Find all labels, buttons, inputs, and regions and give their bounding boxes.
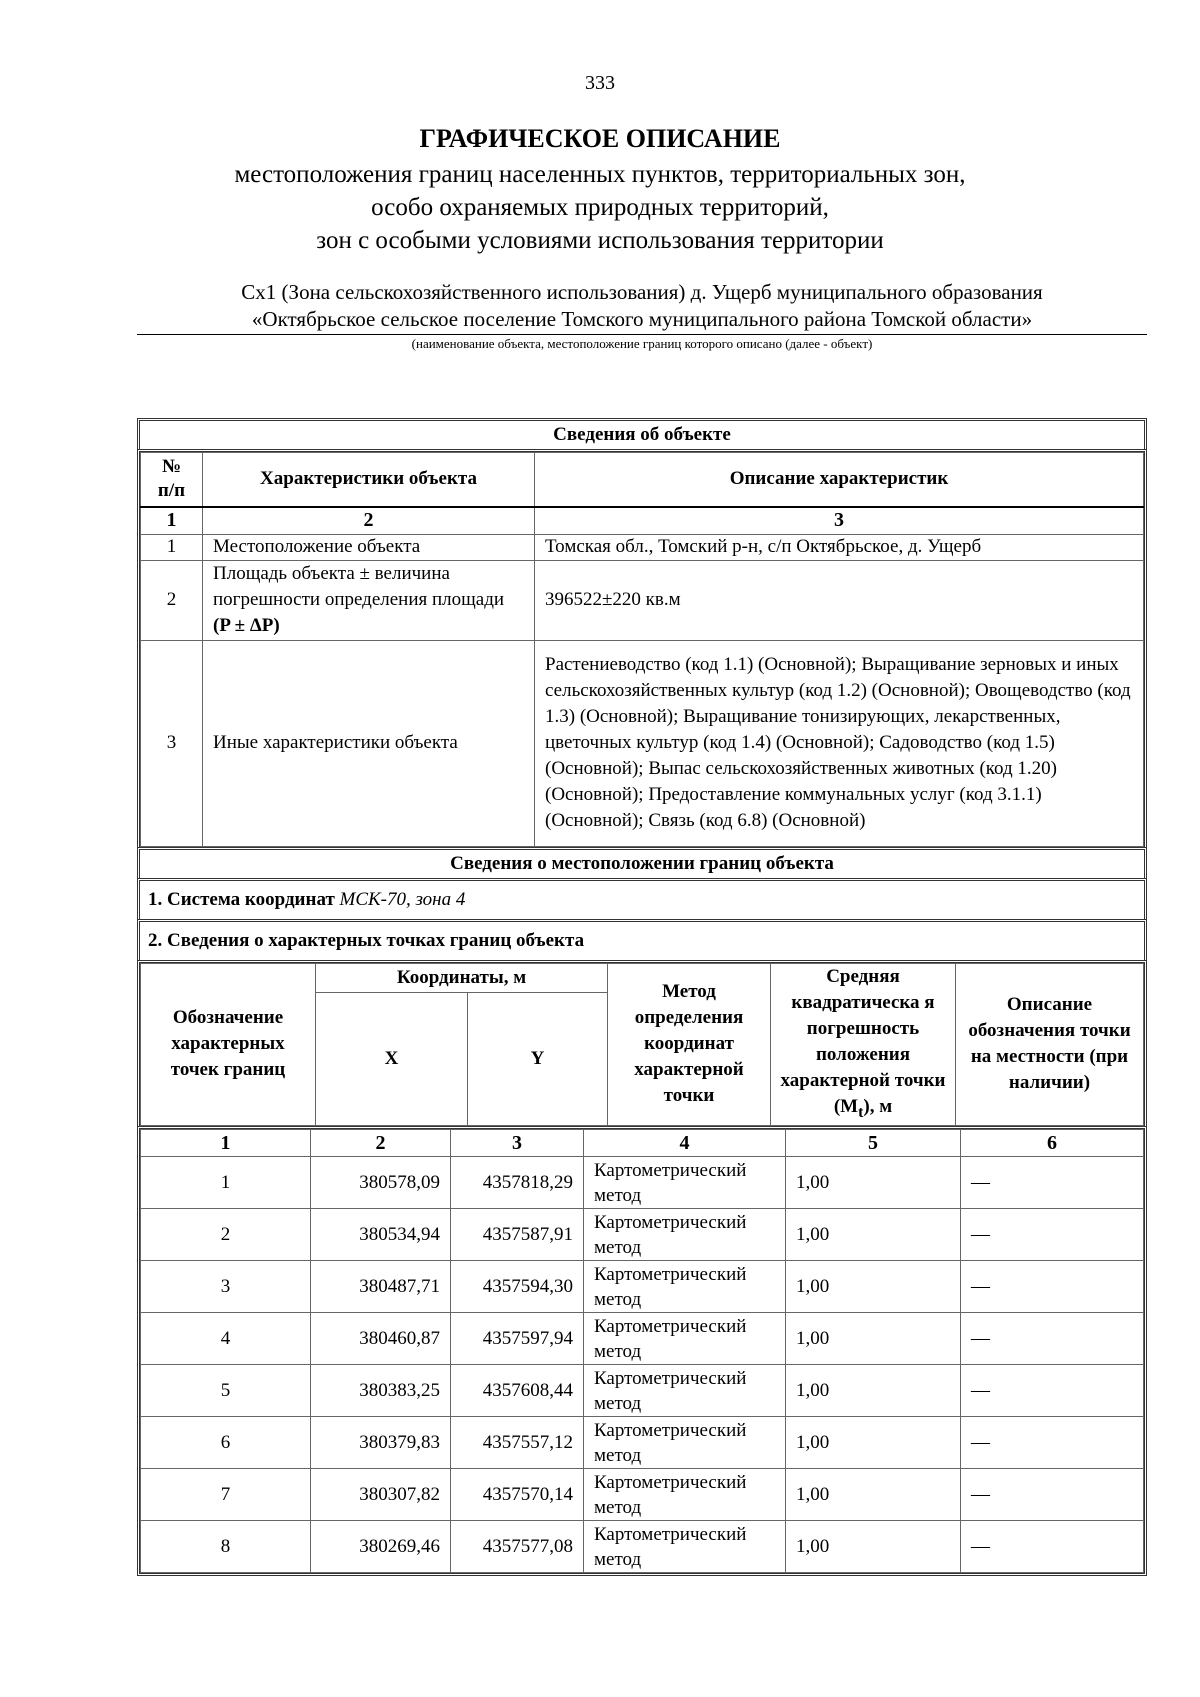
point-description: — [961, 1261, 1144, 1313]
points-header-table [140, 963, 1144, 1127]
document-subtitle [0, 158, 1200, 257]
point-description: — [961, 1209, 1144, 1261]
row-number: 3 [141, 640, 203, 846]
col-header-description: Описание характеристик [535, 453, 1144, 507]
point-description: — [961, 1365, 1144, 1417]
table-row [141, 1521, 1144, 1573]
col-number: 4 [584, 1130, 786, 1157]
point-accuracy: 1,00 [786, 1521, 961, 1573]
table-row [141, 560, 1144, 640]
col-number: 5 [786, 1130, 961, 1157]
table-row [141, 534, 1144, 560]
col-header-accuracy [771, 963, 956, 1126]
points-table [140, 1129, 1144, 1573]
point-y: 4357587,91 [451, 1209, 584, 1261]
row-value: Растениеводство (код 1.1) (Основной); Выращивание зерновых и иных сельскохозяйственных культур (код 1.2) (Основной); Овощеводство (код 1.3) (Основной); Выращивание тонизирующих, лекарственных, цветочных культур (код 1.4) (Основной); Садоводство (код 1.5) (Основной); Выпас сельскохозяйственных животных (код 1.20) (Основной); Предоставление коммунальных услуг (код 3.1.1) (Основной); Связь (код 6.8) (Основной) [535, 640, 1144, 846]
area-formula: (P ± ΔP) [213, 615, 280, 636]
coord-system-block [137, 878, 1147, 919]
row-characteristic: Иные характеристики объекта [203, 640, 535, 846]
accuracy-subscript: t [858, 1103, 864, 1121]
location-title-block [137, 847, 1147, 878]
point-method: Картометрический метод [584, 1417, 786, 1469]
point-method: Картометрический метод [584, 1209, 786, 1261]
coord-system-value: МСК-70, зона 4 [339, 888, 466, 910]
point-x: 380269,46 [311, 1521, 451, 1573]
object-info-table [140, 452, 1144, 847]
point-accuracy: 1,00 [786, 1365, 961, 1417]
col-header-point-description: Описание обозначения точки на местности (при наличии) [956, 963, 1144, 1126]
point-description: — [961, 1417, 1144, 1469]
point-y: 4357594,30 [451, 1261, 584, 1313]
points-title-block [137, 919, 1147, 960]
point-description: — [961, 1521, 1144, 1573]
point-x: 380487,71 [311, 1261, 451, 1313]
col-header-number: № п/п [141, 453, 203, 507]
object-info-section-title: Сведения об объекте [553, 424, 731, 445]
point-x: 380460,87 [311, 1313, 451, 1365]
point-description: — [961, 1313, 1144, 1365]
point-id: 8 [141, 1521, 311, 1573]
point-method: Картометрический метод [584, 1261, 786, 1313]
point-method: Картометрический метод [584, 1521, 786, 1573]
point-x: 380307,82 [311, 1469, 451, 1521]
object-info-block [137, 449, 1147, 847]
document-title: ГРАФИЧЕСКОЕ ОПИСАНИЕ [419, 124, 781, 153]
subtitle-line: зон с особыми условиями использования территории [316, 227, 884, 254]
col-header-y: Y [468, 993, 608, 1126]
points-section-title: 2. Сведения о характерных точках границ объекта [148, 929, 585, 951]
point-description: — [961, 1157, 1144, 1209]
point-y: 4357577,08 [451, 1521, 584, 1573]
point-id: 6 [141, 1417, 311, 1469]
col-number: 1 [141, 1130, 311, 1157]
coord-system-label: 1. Система координат [148, 888, 335, 910]
point-accuracy: 1,00 [786, 1209, 961, 1261]
row-characteristic: Местоположение объекта [203, 534, 535, 560]
col-header-designation: Обозначение характерных точек границ [141, 963, 316, 1126]
table-row [141, 1417, 1144, 1469]
point-x: 380578,09 [311, 1157, 451, 1209]
point-x: 380383,25 [311, 1365, 451, 1417]
col-number: 2 [311, 1130, 451, 1157]
point-id: 7 [141, 1469, 311, 1521]
row-number: 1 [141, 534, 203, 560]
accuracy-unit: ), м [863, 1095, 893, 1117]
point-id: 4 [141, 1313, 311, 1365]
point-accuracy: 1,00 [786, 1157, 961, 1209]
table-row [141, 1365, 1144, 1417]
point-id: 3 [141, 1261, 311, 1313]
area-label: Площадь объекта ± величина погрешности определения площади [213, 563, 505, 610]
point-accuracy: 1,00 [786, 1417, 961, 1469]
point-y: 4357818,29 [451, 1157, 584, 1209]
point-accuracy: 1,00 [786, 1313, 961, 1365]
point-method: Картометрический метод [584, 1469, 786, 1521]
table-row [141, 1261, 1144, 1313]
col-number: 6 [961, 1130, 1144, 1157]
table-row [141, 1313, 1144, 1365]
point-id: 5 [141, 1365, 311, 1417]
accuracy-label: Средняя квадратическа я погрешность положения характерной точки (M [780, 965, 946, 1117]
points-data-block [137, 1126, 1147, 1576]
point-accuracy: 1,00 [786, 1261, 961, 1313]
point-y: 4357557,12 [451, 1417, 584, 1469]
point-id: 1 [141, 1157, 311, 1209]
col-number: 2 [203, 507, 535, 535]
point-y: 4357597,94 [451, 1313, 584, 1365]
points-header-block [137, 960, 1147, 1127]
col-header-characteristic: Характеристики объекта [203, 453, 535, 507]
object-caption: (наименование объекта, местоположение границ которого описано (далее - объект) [411, 336, 873, 351]
row-value: Томская обл., Томский р-н, с/п Октябрьское, д. Ущерб [535, 534, 1144, 560]
coord-system [140, 881, 1144, 919]
graphic-description-table [137, 418, 1147, 1576]
point-x: 380379,83 [311, 1417, 451, 1469]
row-number: 2 [141, 560, 203, 640]
point-description: — [961, 1469, 1144, 1521]
subtitle-line: особо охраняемых природных территорий, [371, 194, 829, 221]
table-row [141, 1469, 1144, 1521]
col-header-method: Метод определения координат характерной точки [608, 963, 771, 1126]
table-row [141, 1209, 1144, 1261]
point-x: 380534,94 [311, 1209, 451, 1261]
col-number: 3 [535, 507, 1144, 535]
point-accuracy: 1,00 [786, 1469, 961, 1521]
object-name-line: «Октябрьское сельское поселение Томского муниципального района Томской области» [251, 307, 1033, 331]
col-header-coordinates: Координаты, м [316, 963, 608, 993]
row-characteristic [203, 560, 535, 640]
location-section-title: Сведения о местоположении границ объекта [450, 852, 834, 874]
object-name-line: Сх1 (Зона сельскохозяйственного использования) д. Ущерб муниципального образования [241, 280, 1043, 304]
col-number: 1 [141, 507, 203, 535]
point-method: Картометрический метод [584, 1157, 786, 1209]
object-info-title-block [137, 418, 1147, 449]
page-number: 333 [585, 72, 615, 94]
row-value: 396522±220 кв.м [535, 560, 1144, 640]
table-row [141, 1157, 1144, 1209]
col-header-x: X [316, 993, 468, 1126]
table-row [141, 640, 1144, 846]
point-y: 4357570,14 [451, 1469, 584, 1521]
subtitle-line: местоположения границ населенных пунктов, территориальных зон, [234, 161, 966, 188]
object-underline [137, 334, 1147, 335]
point-y: 4357608,44 [451, 1365, 584, 1417]
point-method: Картометрический метод [584, 1313, 786, 1365]
point-id: 2 [141, 1209, 311, 1261]
col-number: 3 [451, 1130, 584, 1157]
point-method: Картометрический метод [584, 1365, 786, 1417]
